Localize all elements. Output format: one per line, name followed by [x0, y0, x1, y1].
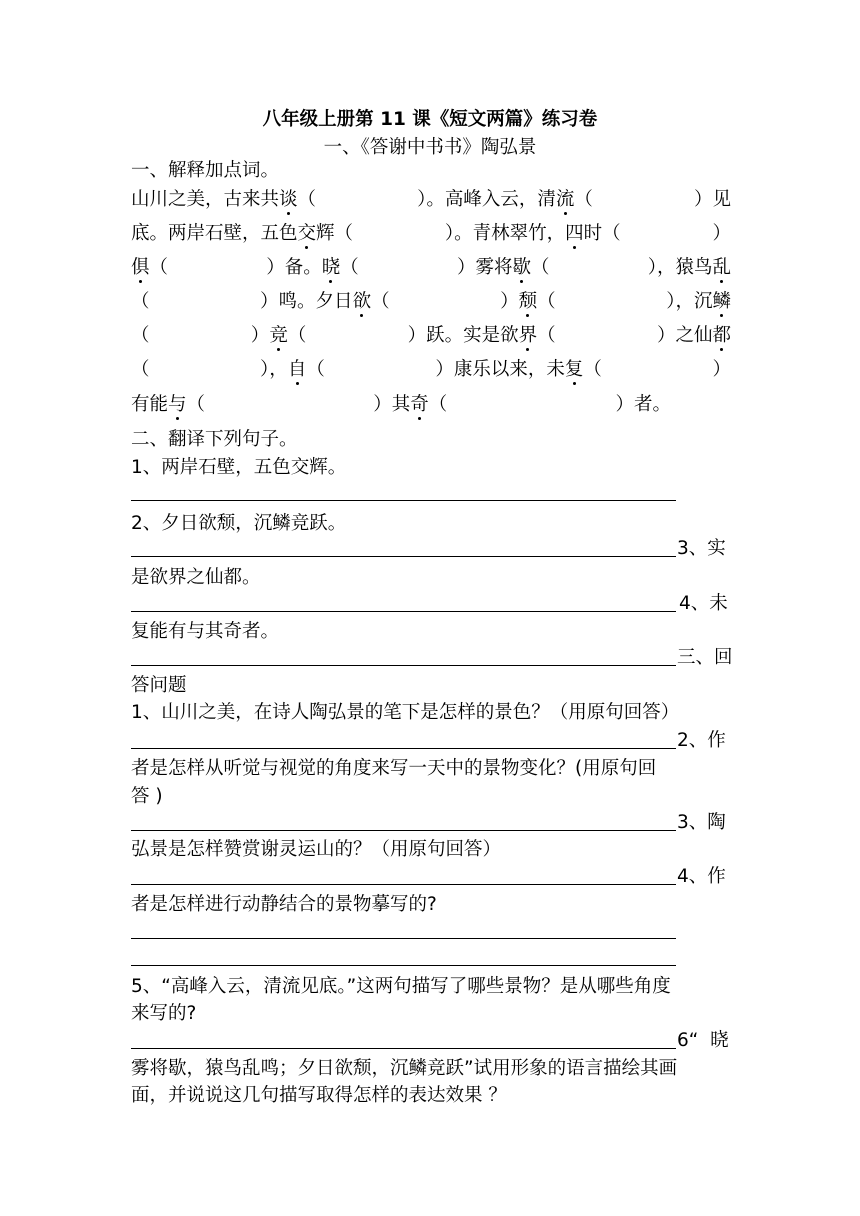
answer-line[interactable]	[131, 748, 676, 749]
answer-line[interactable]	[131, 665, 676, 666]
passage-line-3	[131, 256, 731, 280]
passage-text: ）雾将歇（	[456, 257, 550, 278]
passage-line-1	[131, 188, 731, 212]
passage-text: ），猿鸟乱	[647, 257, 731, 278]
passage-text: 山川之美，古来共谈（	[131, 189, 317, 210]
section3-heading-start: 三、回	[677, 647, 733, 668]
question-3-2-end: 答 )	[131, 786, 163, 807]
passage-line-2	[131, 222, 731, 246]
passage-text: ）	[712, 223, 731, 244]
passage-text: 底。两岸石壁，五色交辉（	[131, 223, 354, 244]
question-3-3-start: 3、陶	[677, 812, 726, 833]
passage-text: ）跃。实是欲界（	[407, 325, 556, 346]
answer-line[interactable]	[131, 884, 676, 885]
passage-text: ）其奇（	[373, 394, 448, 415]
passage-text: ）见	[693, 189, 731, 210]
passage-text: ）之仙都	[656, 325, 731, 346]
section1-heading: 一、解释加点词。	[131, 160, 280, 181]
passage-line-6	[131, 358, 731, 382]
answer-line[interactable]	[131, 611, 676, 612]
passage-text: ）者。	[615, 394, 671, 415]
question-2-4-end: 复能有与其奇者。	[131, 621, 280, 642]
passage-text: 有能与（	[131, 394, 206, 415]
passage-text: ）	[712, 359, 731, 380]
passage-text: （	[131, 325, 150, 346]
question-2-2: 2、夕日欲颓，沉鳞竞跃。	[131, 513, 347, 534]
question-3-4-end: 者是怎样进行动静结合的景物摹写的?	[131, 894, 437, 915]
question-3-6-mid: 雾将歇，猿鸟乱鸣；夕日欲颓，沉鳞竞跃”试用形象的语言描绘其画	[131, 1058, 678, 1079]
question-2-3-end: 是欲界之仙都。	[131, 567, 261, 588]
question-2-1: 1、两岸石壁，五色交辉。	[131, 457, 347, 478]
question-3-2-mid: 者是怎样从听觉与视觉的角度来写一天中的景物变化？(用原句回	[131, 758, 657, 779]
passage-line-4	[131, 290, 731, 314]
passage-text: 俱（	[131, 257, 169, 278]
passage-text: ）颓（	[500, 291, 556, 312]
passage-text: ）。青林翠竹，四时（	[444, 223, 621, 244]
passage-text: ）备。晓（	[266, 257, 359, 278]
question-3-6-end: 面，并说说这几句描写取得怎样的表达效果 ？	[131, 1085, 507, 1106]
answer-line[interactable]	[131, 965, 676, 966]
passage-text: （	[131, 291, 150, 312]
question-3-5-b: 来写的?	[131, 1003, 197, 1024]
passage-text: ）康乐以来，未复（	[435, 359, 602, 380]
section-subtitle: 一、《答谢中书书》陶弘景	[323, 137, 537, 158]
question-3-5-a: 5、“高峰入云，清流见底。”这两句描写了哪些景物？是从哪些角度	[131, 976, 671, 997]
question-3-4-start: 4、作	[677, 866, 726, 887]
answer-line[interactable]	[131, 830, 676, 831]
answer-line[interactable]	[131, 500, 676, 501]
answer-line[interactable]	[131, 1048, 676, 1049]
question-3-6-start: 6“ 晓	[677, 1030, 729, 1051]
section2-heading: 二、翻译下列句子。	[131, 429, 298, 450]
passage-text: ）。高峰入云，清流（	[417, 189, 593, 210]
question-2-3-start: 3、实	[677, 538, 726, 559]
question-3-3-end: 弘景是怎样赞赏谢灵运山的？（用原句回答）	[131, 839, 502, 860]
question-3-2-start: 2、作	[677, 730, 726, 751]
passage-text: ）鸣。夕日欲（	[260, 291, 390, 312]
passage-text: ），沉鳞	[666, 291, 731, 312]
question-3-1: 1、山川之美，在诗人陶弘景的笔下是怎样的景色？（用原句回答）	[131, 702, 680, 723]
question-2-4-start: 4、未	[679, 593, 728, 614]
answer-line[interactable]	[131, 938, 676, 939]
worksheet-title: 八年级上册第 11 课《短文两篇》练习卷	[262, 109, 598, 130]
passage-text: （	[131, 359, 150, 380]
passage-line-5	[131, 324, 731, 348]
passage-line-7	[131, 393, 671, 417]
passage-text: ），自（	[260, 359, 325, 380]
section3-heading-end: 答问题	[131, 675, 187, 696]
passage-text: ）竞（	[250, 325, 307, 346]
answer-line[interactable]	[131, 556, 676, 557]
